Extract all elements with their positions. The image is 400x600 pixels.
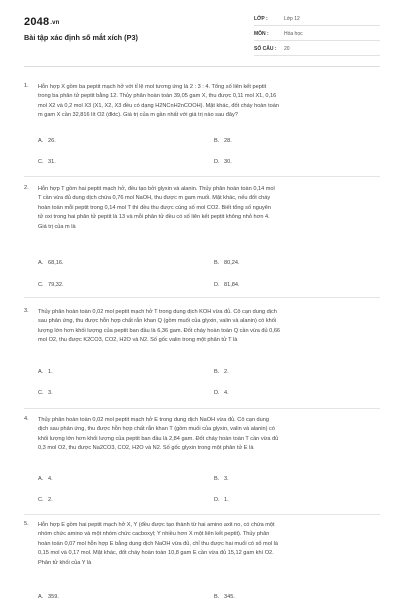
option-a[interactable]: A. 68,16. bbox=[38, 260, 64, 266]
meta-value: 20 bbox=[284, 46, 290, 52]
logo-text: 2048 bbox=[24, 16, 50, 28]
question-number: 3. bbox=[24, 308, 29, 314]
question-text bbox=[38, 416, 364, 454]
question-line: hoàn toàn mỗi peptit trong 0,14 mol T thì đều thu được cùng số mol CO2. Biết tổng số nguyên bbox=[38, 204, 271, 211]
question-line: Hỗn hợp X gồm ba peptit mạch hở với tỉ lệ mol tương ứng là 2 : 3 : 4. Tổng số liên kết peptit bbox=[38, 84, 267, 90]
question-line: Hỗn hợp E gồm hai peptit mạch hở X, Y (đều được tạo thành từ hai amino axit no, có chứa một bbox=[38, 522, 275, 528]
question-line: khối lượng lớn hơn khối lượng của peptit ban đầu là 2,84 gam. Đốt cháy hoàn toàn T cần vừa đủ bbox=[38, 435, 279, 442]
question-4 bbox=[24, 416, 380, 508]
question-line: sau phản ứng, thu được hỗn hợp chất rắn khan Q (gồm muối của glyxin, valin và alanin) có khối bbox=[38, 318, 277, 325]
question-line: T cần vừa đủ dung dịch chứa 0,76 mol NaOH, thu được m gam muối. Mặt khác, nếu đốt cháy bbox=[38, 195, 271, 202]
question-line: lượng lớn hơn khối lượng của peptit ban đầu là 6,36 gam. Đốt cháy hoàn toàn Q cần vừa đủ 0,66 bbox=[38, 327, 281, 334]
site-logo[interactable] bbox=[24, 16, 60, 28]
option-a[interactable]: A. 4. bbox=[38, 476, 53, 482]
question-line: Thủy phân hoàn toàn 0,02 mol peptit mạch hở E trong dung dịch NaOH vừa đủ. Cô cạn dung bbox=[38, 417, 269, 423]
question-5 bbox=[24, 521, 380, 600]
meta-value: Hóa học bbox=[284, 31, 303, 37]
question-line: mol O2, thu được K2CO3, CO2, H2O và N2. Số gốc valin trong một phân tử T là bbox=[38, 337, 238, 344]
question-line: tử oxi trong hai phân tử peptit là 13 và mỗi phân tử đều có số liên kết peptit không nhỏ hơn 4. bbox=[38, 214, 270, 221]
option-b[interactable]: B. 345. bbox=[214, 594, 235, 600]
question-text bbox=[38, 521, 364, 568]
option-d[interactable]: D. 1. bbox=[214, 497, 229, 503]
option-d[interactable]: D. 30. bbox=[214, 159, 232, 165]
meta-row-class bbox=[254, 12, 380, 26]
question-text bbox=[38, 308, 364, 346]
header-divider bbox=[24, 66, 380, 67]
option-a[interactable]: A. 359. bbox=[38, 594, 59, 600]
option-b[interactable]: B. 80,24. bbox=[214, 260, 240, 266]
option-c[interactable]: C. 2. bbox=[38, 497, 53, 503]
question-line: 0,15 mol và 0,17 mol. Mặt khác, đốt cháy hoàn toàn 10,8 gam E cần vừa đủ 15,12 gam khí O2. bbox=[38, 550, 274, 557]
meta-row-question-count bbox=[254, 42, 380, 56]
question-divider bbox=[24, 176, 380, 177]
meta-value: Lớp 12 bbox=[284, 16, 300, 22]
option-b[interactable]: B. 3. bbox=[214, 476, 229, 482]
question-line: trong ba phân tử peptit bằng 12. Thủy phân hoàn toàn 39,05 gam X, thu được 0,11 mol X1, 0,16 bbox=[38, 93, 277, 100]
option-c[interactable]: C. 79,32. bbox=[38, 282, 64, 288]
question-number: 4. bbox=[24, 416, 29, 422]
question-line: dịch sau phản ứng, thu được hỗn hợp chất rắn khan T (gồm muối của glyxin, valin và alanin) có bbox=[38, 426, 275, 433]
worksheet-header bbox=[0, 0, 400, 66]
option-d[interactable]: D. 4. bbox=[214, 390, 229, 396]
question-2 bbox=[24, 185, 380, 288]
question-line: hoàn toàn 0,07 mol hỗn hợp E bằng dung dịch NaOH vừa đủ, chỉ thu được hai muối có số mol là bbox=[38, 540, 278, 547]
question-3 bbox=[24, 308, 380, 400]
option-b[interactable]: B. 2. bbox=[214, 369, 229, 375]
question-divider bbox=[24, 514, 380, 515]
question-line: mol X2 và 0,2 mol X3 (X1, X2, X3 đều có dạng H2NCnH2nCOOH). Mặt khác, đốt cháy hoàn toàn bbox=[38, 102, 279, 109]
question-text bbox=[38, 83, 364, 121]
question-line: Phân tử khối của Y là bbox=[38, 559, 92, 566]
question-number: 2. bbox=[24, 185, 29, 191]
question-line: 0,3 mol O2, thu được Na2CO3, CO2, H2O và N2. Số gốc glyxin trong một phân tử E là bbox=[38, 445, 254, 452]
question-number: 1. bbox=[24, 83, 29, 89]
question-divider bbox=[24, 297, 380, 298]
question-line: m gam X cần 32,816 lít O2 (đktc). Giá trị của m gần nhất với giá trị nào sau đây? bbox=[38, 112, 238, 119]
option-a[interactable]: A. 1. bbox=[38, 369, 53, 375]
option-b[interactable]: B. 28. bbox=[214, 138, 232, 144]
question-line: Thủy phân hoàn toàn 0,02 mol peptit mạch hở T trong dung dịch KOH vừa đủ. Cô cạn dung dịch bbox=[38, 309, 277, 315]
option-c[interactable]: C. 3. bbox=[38, 390, 53, 396]
option-a[interactable]: A. 26. bbox=[38, 138, 56, 144]
option-c[interactable]: C. 31. bbox=[38, 159, 56, 165]
question-divider bbox=[24, 408, 380, 409]
logo-extension: .vn bbox=[50, 20, 60, 26]
meta-key: LỚP : bbox=[254, 16, 268, 22]
meta-key: SỐ CÂU : bbox=[254, 46, 277, 52]
worksheet-title: Bài tập xác định số mắt xích (P3) bbox=[24, 33, 138, 42]
question-line: Giá trị của m là bbox=[38, 223, 76, 230]
question-text bbox=[38, 185, 364, 232]
meta-key: MÔN : bbox=[254, 31, 269, 37]
question-1 bbox=[24, 83, 380, 165]
meta-row-subject bbox=[254, 27, 380, 41]
option-d[interactable]: D. 81,84. bbox=[214, 282, 240, 288]
question-line: nhóm chức amino và một nhóm chức cacboxyl; Y nhiều hơn X một liên kết peptit). Thủy phân bbox=[38, 531, 270, 538]
question-number: 5. bbox=[24, 521, 29, 527]
question-line: Hỗn hợp T gồm hai peptit mạch hở, đều tạo bởi glyxin và alanin. Thủy phân hoàn toàn 0,14 mol bbox=[38, 186, 275, 192]
